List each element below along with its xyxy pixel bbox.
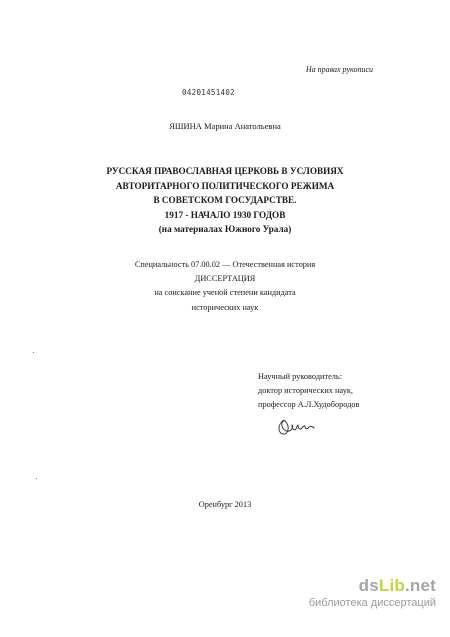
city-year: Оренбург 2013 bbox=[198, 500, 252, 509]
supervisor-block bbox=[258, 370, 359, 413]
rights-notice: На правах рукописи bbox=[305, 65, 373, 74]
title-line: 1917 - НАЧАЛО 1930 ГОДОВ bbox=[164, 209, 286, 220]
title-line: (на материалах Южного Урала) bbox=[158, 224, 292, 235]
degree-line: исторических наук bbox=[191, 302, 259, 312]
specialty-block bbox=[0, 258, 450, 315]
dslib-subtitle: библиотека диссертаций bbox=[308, 597, 436, 609]
dslib-watermark bbox=[309, 576, 436, 609]
specialty-line: Специальность 07.00.02 — Отечественная история bbox=[134, 260, 316, 269]
dslib-logo: dsLib.net bbox=[358, 576, 436, 595]
degree-line: на соискание ученой степени кандидата bbox=[154, 288, 296, 298]
title-line: РУССКАЯ ПРАВОСЛАВНАЯ ЦЕРКОВЬ В УСЛОВИЯХ bbox=[106, 166, 344, 176]
supervisor-degree: доктор исторических наук, bbox=[258, 386, 353, 396]
title-line: В СОВЕТСКОМ ГОСУДАРСТВЕ. bbox=[153, 195, 297, 206]
document-code: 04201451402 bbox=[182, 88, 235, 97]
dissertation-title bbox=[0, 164, 450, 237]
document-type: ДИССЕРТАЦИЯ bbox=[194, 274, 256, 284]
scan-speck bbox=[36, 478, 37, 479]
scan-speck bbox=[33, 352, 34, 353]
supervisor-label: Научный руководитель: bbox=[258, 372, 343, 381]
title-line: АВТОРИТАРНОГО ПОЛИТИЧЕСКОГО РЕЖИМА bbox=[115, 180, 335, 191]
author-name: ЯШИНА Марина Анатольевна bbox=[169, 121, 281, 131]
supervisor-name: профессор А.Л.Худобородов bbox=[258, 400, 360, 410]
handwritten-signature bbox=[274, 414, 324, 444]
